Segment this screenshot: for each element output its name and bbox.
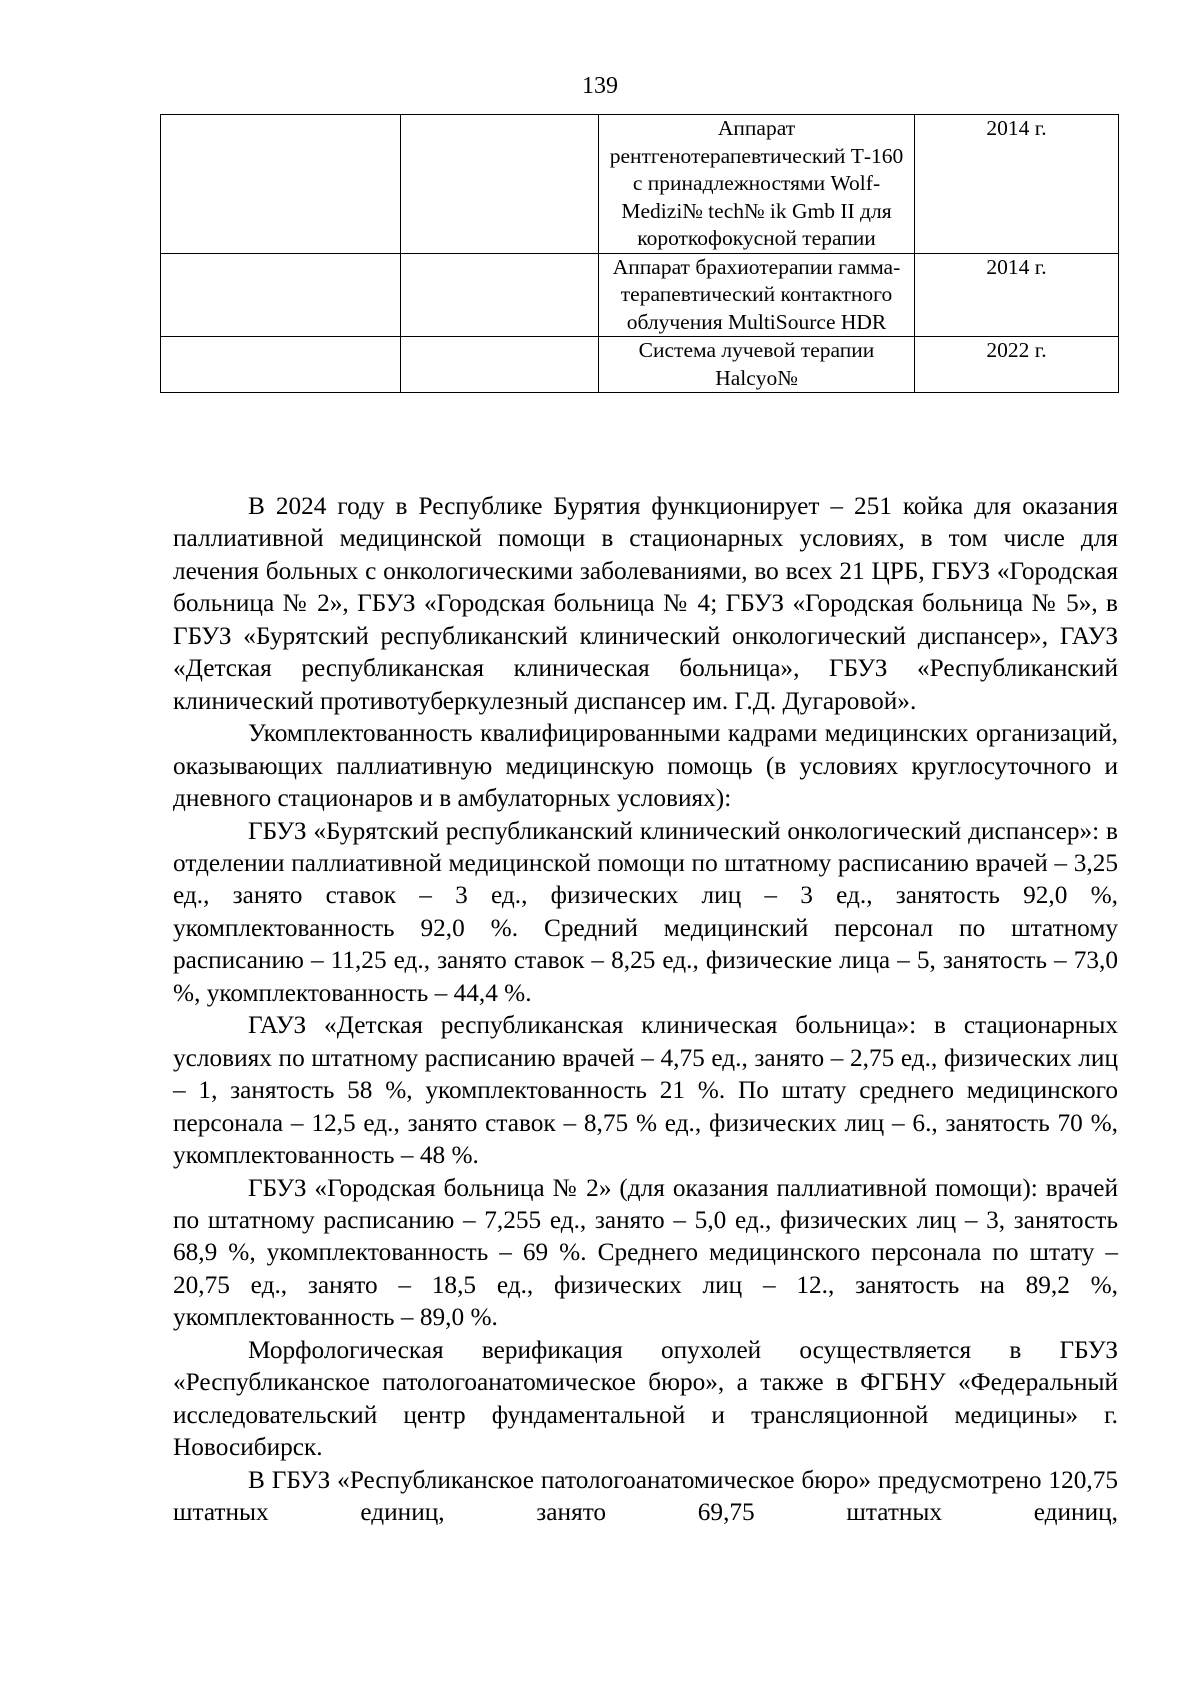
equipment-name: Аппарат брахиотерапии гамма-терапевтический контактного облучения MultiSource HDR bbox=[612, 254, 901, 334]
table-row bbox=[161, 115, 1119, 254]
equipment-year: 2014 г. bbox=[986, 254, 1047, 279]
table-cell-empty bbox=[401, 337, 599, 393]
equipment-year: 2022 г. bbox=[986, 338, 1047, 362]
equipment-name: Аппарат рентгенотерапевтический Т-160 с принадлежностями Wolf-Medizi№ tech№ ik Gmb II для короткофокусной терапии bbox=[609, 116, 904, 250]
table-cell-empty bbox=[161, 337, 401, 393]
table-cell-equipment bbox=[599, 337, 915, 393]
page-number: 139 bbox=[582, 73, 618, 99]
paragraph: В ГБУЗ «Республиканское патологоанатомическое бюро» предусмотрено 120,75 штатных единиц, занято 69,75 штатных единиц, bbox=[173, 1465, 1118, 1527]
paragraph: ГБУЗ «Бурятский республиканский клинический онкологический диспансер»: в отделении паллиативной медицинской помощи по штатному расписанию врачей – 3,25 ед., занято ставок – 3 ед., физических лиц – 3 ед., занятость 92,0 %, укомплектованность 92,0 %. Средний медицинский персонал по штатному расписанию – 11,25 ед., занято ставок – 8,25 ед., физические лица – 5, занятость – 73,0 %, укомплектованность – 44,4 %. bbox=[173, 816, 1118, 1007]
paragraph: В 2024 году в Республике Бурятия функционирует – 251 койка для оказания паллиативной медицинской помощи в стационарных условиях, в том числе для лечения больных с онкологическими заболеваниями, во всех 21 ЦРБ, ГБУЗ «Городская больница № 2», ГБУЗ «Городская больница № 4; ГБУЗ «Городская больница № 5», в ГБУЗ «Бурятский республиканский клинический онкологический диспансер», ГАУЗ «Детская республиканская клиническая больница», ГБУЗ «Республиканский клинический противотуберкулезный диспансер им. Г.Д. Дугаровой». bbox=[173, 492, 1118, 715]
table-cell-empty bbox=[401, 115, 599, 254]
table-row bbox=[161, 253, 1119, 337]
paragraph: ГБУЗ «Городская больница № 2» (для оказания паллиативной помощи): врачей по штатному расписанию – 7,255 ед., занято – 5,0 ед., физических лиц – 3, занятость 68,9 %, укомплектованность – 69 %. Среднего медицинского персонала по штату – 20,75 ед., занято – 18,5 ед., физических лиц – 12., занятость на 89,2 %, укомплектованность – 89,0 %. bbox=[173, 1173, 1118, 1332]
table-cell-year bbox=[915, 253, 1119, 337]
table-cell-year bbox=[915, 337, 1119, 393]
table-cell-empty bbox=[401, 253, 599, 337]
table-cell-equipment bbox=[599, 115, 915, 254]
table-cell-year bbox=[915, 115, 1119, 254]
table-cell-empty bbox=[161, 253, 401, 337]
table-row bbox=[161, 337, 1119, 393]
equipment-year: 2014 г. bbox=[986, 116, 1047, 140]
paragraph: ГАУЗ «Детская республиканская клиническая больница»: в стационарных условиях по штатному расписанию врачей – 4,75 ед., занято – 2,75 ед., физических лиц – 1, занятость 58 %, укомплектованность 21 %. По штату среднего медицинского персонала – 12,5 ед., занято ставок – 8,75 % ед., физических лиц – 6., занятость 70 %, укомплектованность – 48 %. bbox=[173, 1011, 1118, 1170]
paragraph: Укомплектованность квалифицированными кадрами медицинских организаций, оказывающих паллиативную медицинскую помощь (в условиях круглосуточного и дневного стационаров и в амбулаторных условиях): bbox=[173, 719, 1118, 813]
paragraph: Морфологическая верификация опухолей осуществляется в ГБУЗ «Республиканское патологоанатомическое бюро», а также в ФГБНУ «Федеральный исследовательский центр фундаментальной и трансляционной медицины» г. Новосибирск. bbox=[173, 1335, 1118, 1462]
equipment-name: Система лучевой терапии Halcyo№ bbox=[638, 338, 875, 390]
table-cell-empty bbox=[161, 115, 401, 254]
table-cell-equipment bbox=[599, 253, 915, 337]
body-text bbox=[173, 490, 1118, 1529]
equipment-table bbox=[160, 114, 1119, 393]
